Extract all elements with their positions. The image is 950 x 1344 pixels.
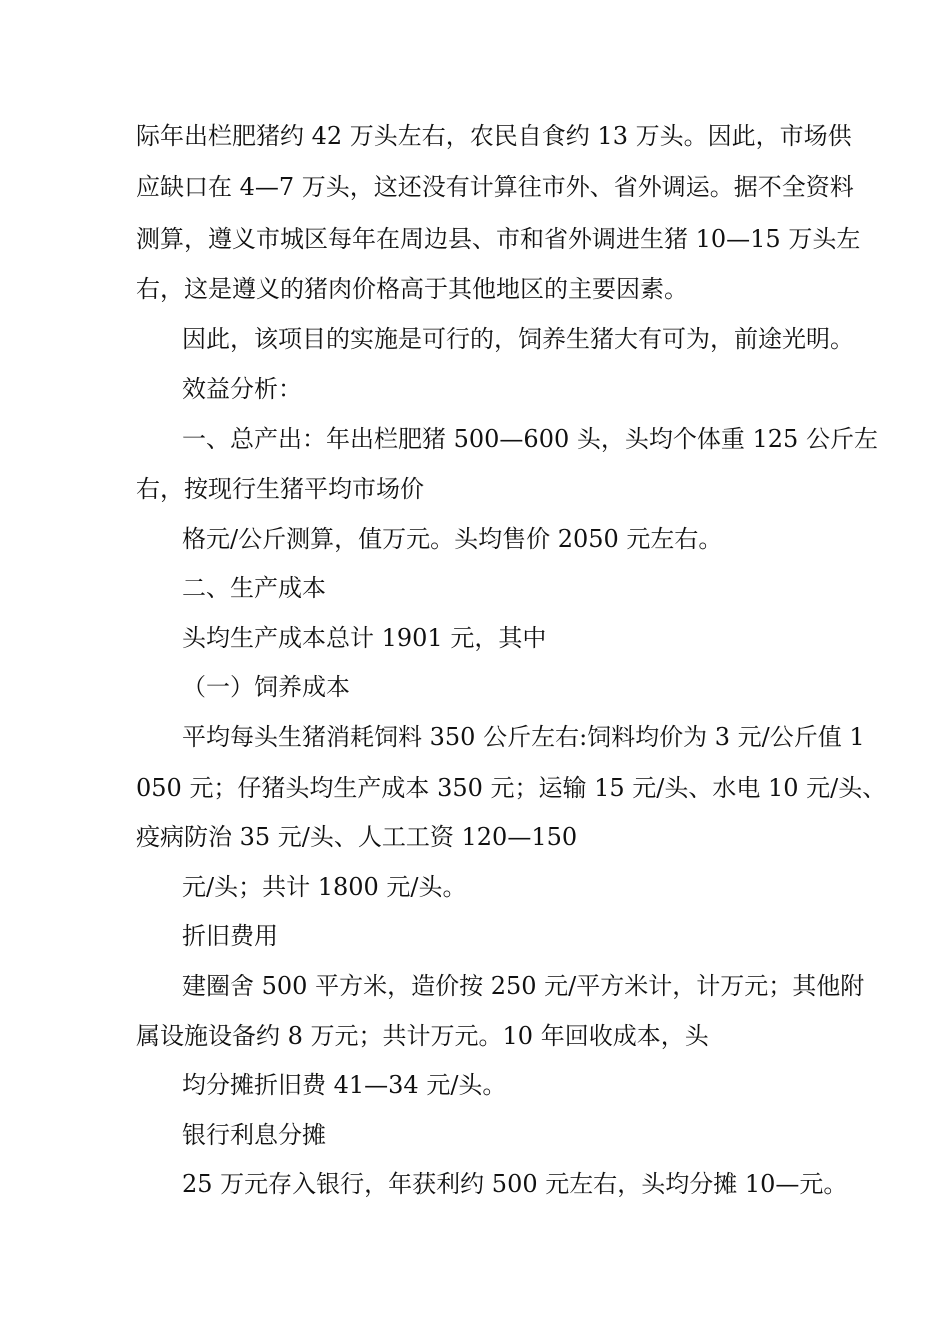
paragraph-line: 因此，该项目的实施是可行的，饲养生猪大有可为，前途光明。 [182, 325, 854, 353]
text-line: 属设施设备约 8 万元；共计万元。10 年回收成本，头 [136, 1022, 709, 1050]
paragraph-line: 25 万元存入银行，年获利约 500 元左右，头均分摊 10—元。 [182, 1170, 848, 1198]
subsection-heading: 折旧费用 [182, 922, 278, 950]
paragraph-line: 格元/公斤测算，值万元。头均售价 2050 元左右。 [182, 525, 723, 553]
section-heading: 二、生产成本 [182, 574, 326, 602]
paragraph-line: 建圈舍 500 平方米，造价按 250 元/平方米计，计万元；其他附 [182, 972, 865, 1000]
paragraph-line: 一、总产出：年出栏肥猪 500—600 头，头均个体重 125 公斤左 [182, 425, 878, 453]
text-line: 050 元；仔猪头均生产成本 350 元；运输 15 元/头、水电 10 元/头、 [136, 774, 887, 802]
subsection-heading: 银行利息分摊 [182, 1121, 326, 1149]
text-line: 右，这是遵义的猪肉价格高于其他地区的主要因素。 [136, 275, 688, 303]
subsection-heading: （一）饲养成本 [182, 673, 350, 701]
section-heading: 效益分析： [182, 375, 302, 403]
text-line: 右，按现行生猪平均市场价 [136, 475, 424, 503]
paragraph-line: 元/头；共计 1800 元/头。 [182, 873, 467, 901]
text-line: 应缺口在 4—7 万头，这还没有计算往市外、省外调运。据不全资料 [136, 173, 854, 201]
text-line: 测算，遵义市城区每年在周边县、市和省外调进生猪 10—15 万头左 [136, 225, 861, 253]
paragraph-line: 均分摊折旧费 41—34 元/头。 [182, 1071, 507, 1099]
paragraph-line: 头均生产成本总计 1901 元，其中 [182, 624, 547, 652]
text-line: 疫病防治 35 元/头、人工工资 120—150 [136, 823, 578, 851]
text-line: 际年出栏肥猪约 42 万头左右，农民自食约 13 万头。因此，市场供 [136, 122, 852, 150]
paragraph-line: 平均每头生猪消耗饲料 350 公斤左右:饲料均价为 3 元/公斤值 1 [182, 723, 865, 751]
